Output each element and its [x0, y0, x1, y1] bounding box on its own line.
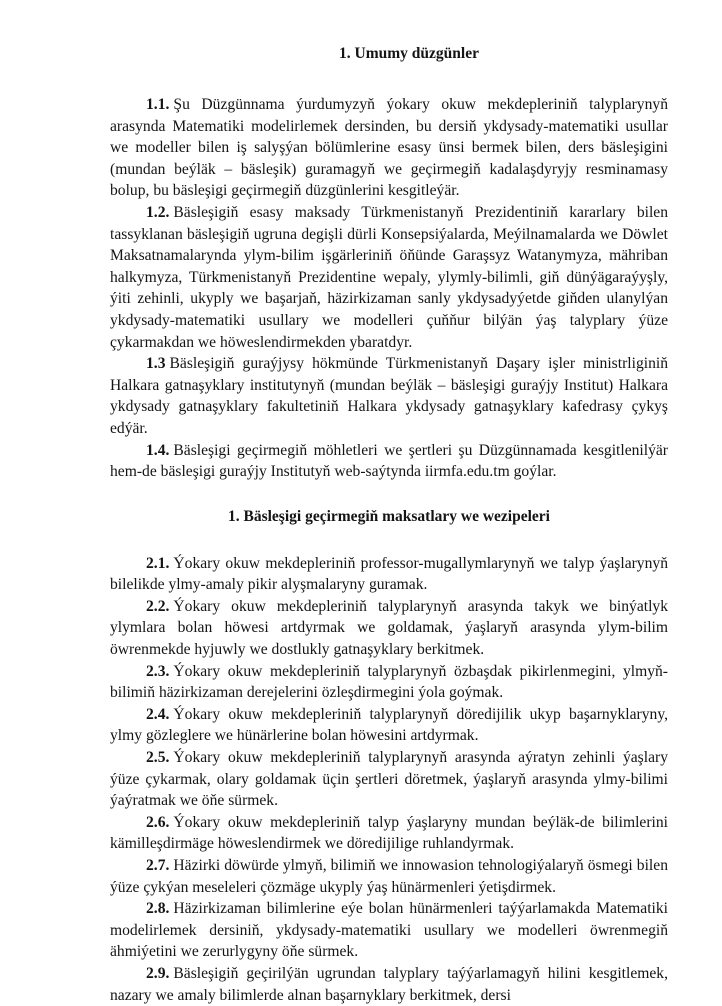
paragraph-number: 2.9. [146, 964, 170, 982]
paragraph-number: 2.4. [146, 705, 170, 723]
paragraph-text: Şu Düzgünnama ýurdumyzyň ýokary okuw mekdepleriniň talyplarynyň arasynda Matematiki modelirlemek dersinden, bu dersiň ykdysady-matematiki usullar we modeller bilen iş salyşýan bölümlerine esasy ünsi bermek bilen, ders bäsleşigini (mundan beýläk – bäsleşik) guramagyň we geçirmegiň kadalaşdyryjy resminamasy bolup, bu bäsleşigi geçirmegiň düzgünlerini kesgitleýär. [110, 96, 668, 200]
paragraph-text: Häzirki döwürde ylmyň, bilimiň we innowasion tehnologiýalaryň ösmegi bilen ýüze çykýan meseleleri çözmäge ukyply ýaş hünärmenleri ýetişdirmek. [110, 857, 668, 896]
paragraph-text: Bäsleşigiň geçirilýän ugrundan talyplary taýýarlamagyň hilini kesgitlemek, nazary we amaly bilimlerde alnan başarnyklary berkitmek, dersi [110, 964, 668, 1004]
paragraph-2-3 [110, 661, 668, 704]
paragraph-text: Ýokary okuw mekdepleriniň talyplarynyň arasynda aýratyn zehinli ýaşlary ýüze çykarmak, olary goldamak üçin şertleri döretmek, ýaşlaryň arasynda ylmy-bilimi ýaýratmak we öňe sürmek. [110, 749, 668, 810]
paragraph-2-8 [110, 898, 668, 963]
paragraph-text: Ýokary okuw mekdepleriniň talyp ýaşlaryny mundan beýläk-de bilimlerini kämilleşdirmäge höweslendirmek we döredijilige ruhlandyrmak. [110, 813, 668, 853]
paragraph-text: Ýokary okuw mekdepleriniň talyplarynyň arasynda takyk we binýatlyk ylymlara bolan höwesi artdyrmak we goldamak, ýaşlaryň arasynda ylym-bilim öwrenmekde hyjuwly we dostlukly gatnaşyklary berkitmek. [110, 597, 668, 659]
paragraph-number: 1.4. [146, 441, 170, 459]
paragraph-2-6 [110, 812, 668, 855]
paragraph-number: 1.2. [146, 203, 170, 221]
paragraph-number: 1.3 [146, 355, 166, 373]
paragraph-number: 2.2. [146, 597, 170, 615]
paragraph-text: Häzirkizaman bilimlerine eýe bolan hünärmenleri taýýarlamakda Matematiki modelirlemek dersiniň, ykdysady-matematiki usullary we modelleri öwrenmegiň ähmiýetini we zerurlygyny öňe sürmek. [110, 900, 668, 961]
paragraph-1-4 [110, 440, 668, 483]
paragraph-number: 2.5. [146, 749, 170, 767]
paragraph-text: Bäsleşigiň guraýjysy hökmünde Türkmenistanyň Daşary işler ministrliginiň Halkara gatnaşyklary institutynyň (mundan beýläk – bäsleşigi guraýjy Institut) Halkara ykdysady gatnaşyklary fakultetiniň Halkara ykdysady gatnaşyklary kafedrasy çykyş edýär. [110, 355, 668, 437]
paragraph-text: Bäsleşigiň esasy maksady Türkmenistanyň Prezidentiniň kararlary bilen tassyklanan bäsleşigiň ugruna degişli dürli Konsepsiýalarda, Meýilnamalarda we Döwlet Maksatnamalarynda ylym-bilim işgärleriniň öňünde Garaşsyz Watanymyza, mähriban halkymyza, Türkmenistanyň Prezidentine wepaly, ylymly-bilimli, giň dünýägaraýyşly, ýiti zehinli, ukyply we başarjaň, häzirkizaman sanly ykdysadyýetde giňden ulanylýan ykdysady-matematiki usullary we modelleri çuňňur bilýän ýaş talyplary ýüze çykarmakdan we höweslendirmekden ybaratdyr. [110, 203, 668, 351]
section-1-title: 1. Umumy düzgünler [339, 45, 479, 62]
paragraph-1-2 [110, 202, 668, 353]
paragraph-number: 2.7. [146, 857, 170, 874]
section-2-title: 1. Bäsleşigi geçirmegiň maksatlary we wezipeleri [228, 507, 550, 525]
paragraph-2-7 [110, 855, 668, 898]
paragraph-number: 2.6. [146, 813, 170, 831]
paragraph-text: Ýokary okuw mekdepleriniň talyplarynyň döredijilik ukyp başarnyklaryny, ylmy gözleglere we hünärlerine bolan höwesini artdyrmak. [110, 705, 668, 745]
paragraph-number: 2.1. [146, 554, 170, 572]
paragraph-1-3 [110, 353, 668, 439]
paragraph-text: Bäsleşigi geçirmegiň möhletleri we şertleri şu Düzgünnamada kesgitlenilýär hem-de bäsleşigi guraýjy Institutyň web-saýtynda iirmfa.edu.tm goýlar. [110, 441, 668, 481]
paragraph-number: 2.8. [146, 900, 170, 918]
document-page [110, 44, 668, 1006]
paragraph-2-2 [110, 596, 668, 661]
paragraph-number: 2.3. [146, 662, 170, 680]
paragraph-1-1 [110, 94, 668, 202]
paragraph-text: Ýokary okuw mekdepleriniň talyplarynyň özbaşdak pikirlenmegini, ylmyň-bilimiň häzirkizaman derejelerini özleşdirmegini ýola goýmak. [110, 662, 668, 702]
paragraph-text: Ýokary okuw mekdepleriniň professor-mugallymlarynyň we talyp ýaşlarynyň bilelikde ylmy-amaly pikir alyşmalaryny guramak. [110, 554, 668, 594]
paragraph-2-5 [110, 747, 668, 812]
paragraph-2-1 [110, 553, 668, 596]
paragraph-number: 1.1. [146, 96, 170, 113]
paragraph-2-4 [110, 704, 668, 747]
